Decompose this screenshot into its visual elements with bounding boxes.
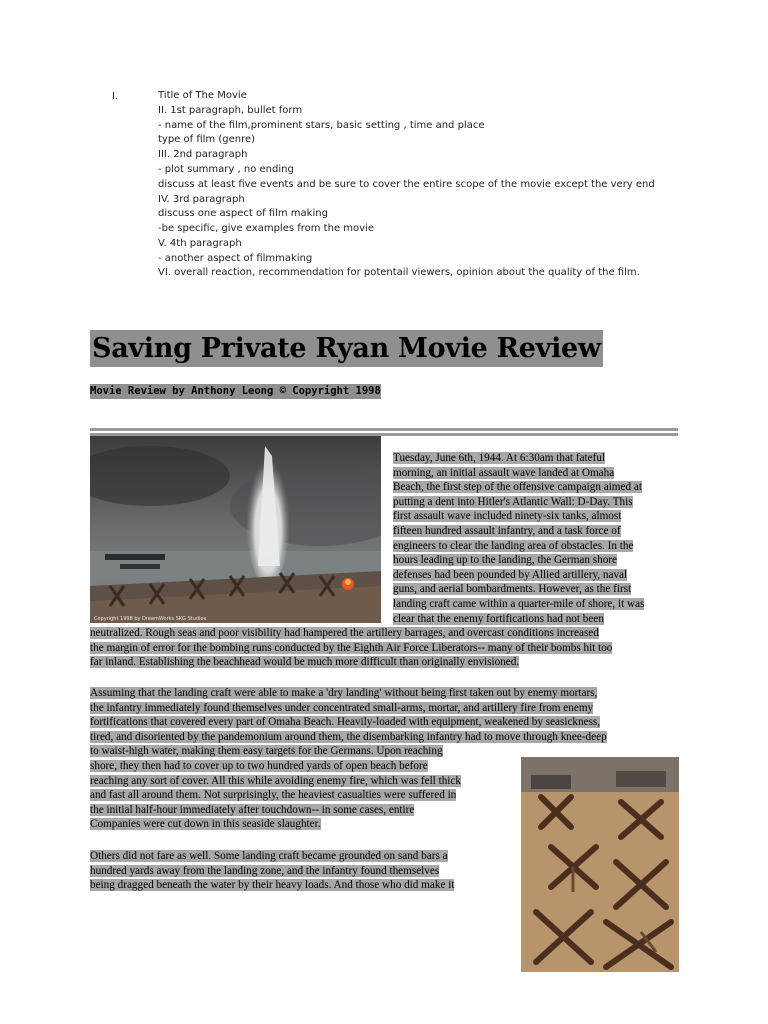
article-byline: Movie Review by Anthony Leong © Copyright 1998 (90, 385, 381, 397)
paragraph-2-line: tired, and disoriented by the pandemonium around them, the disembarking infantry had to move through knee-deep (90, 730, 607, 743)
paragraph-1-line: far inland. Establishing the beachhead would be much more difficult than originally envisioned. (90, 656, 520, 669)
outline-item: -be specific, give examples from the movie (158, 223, 374, 234)
paragraph-1-line: landing craft came within a quarter-mile of shore, it was (393, 598, 645, 610)
photo-caption: Copyright 1998 by DreamWorks SKG Studios (94, 616, 207, 622)
paragraph-2-line: the infantry immediately found themselves under concentrated small-arms, mortar, and artillery fire from enemy (90, 701, 594, 714)
paragraph-1-line: fifteen hundred assault infantry, and a task force of (393, 525, 621, 537)
paragraph-1-line: morning, an initial assault wave landed at Omaha (393, 466, 615, 479)
paragraph-1-line: Tuesday, June 6th, 1944. At 6:30am that fateful (393, 452, 606, 464)
paragraph-2-line: shore, they then had to cover up to two hundred yards of open beach before (90, 760, 428, 772)
omaha-beach-explosion-photo (90, 436, 381, 623)
outline-item: VI. overall reaction, recommendation for potentail viewers, opinion about the quality of the film. (158, 267, 640, 278)
paragraph-1-line: neutralized. Rough seas and poor visibility had hampered the artillery barrages, and overcast conditions increased (90, 627, 599, 640)
paragraph-2-line: Companies were cut down in this seaside slaughter. (90, 818, 321, 831)
paragraph-1-line: the margin of error for the bombing runs conducted by the Eighth Air Force Liberators-- many of their bombs hit too (90, 641, 613, 654)
paragraph-3-line: Others did not fare as well. Some landing craft became grounded on sand bars a (90, 850, 448, 862)
paragraph-1-line: clear that the enemy fortifications had not been (393, 612, 604, 625)
paragraph-2-line: reaching any sort of cover. All this while avoiding enemy fire, which was fell thick (90, 774, 461, 787)
paragraph-2-line: and fast all around them. Not surprisingly, the heaviest casualties were suffered in (90, 789, 457, 802)
paragraph-1-line: first assault wave included ninety-six tanks, almost (393, 510, 622, 523)
outline-item: type of film (genre) (158, 134, 256, 145)
outline-item: - plot summary , no ending (158, 164, 294, 175)
outline-roman-numeral: I. (112, 91, 119, 102)
divider-rule (90, 428, 678, 431)
outline-item: II. 1st paragraph, bullet form (158, 105, 303, 116)
paragraph-1-line: putting a dent into Hitler's Atlantic Wall: D-Day. This (393, 495, 633, 508)
paragraph-2-line: to waist-high water, making them easy targets for the Germans. Upon reaching (90, 745, 443, 758)
paragraph-1-line: engineers to clear the landing area of obstacles. In the (393, 539, 634, 552)
paragraph-1-line: guns, and aerial bombardments. However, as the first (393, 583, 632, 596)
paragraph-3-line: hundred yards away from the landing zone, and the infantry found themselves (90, 864, 440, 877)
outline-item: III. 2nd paragraph (158, 149, 248, 160)
paragraph-1-line: defenses had been pounded by Allied artillery, naval (393, 568, 628, 581)
outline-item: Title of The Movie (158, 90, 247, 101)
paragraph-2-line: Assuming that the landing craft were able to make a 'dry landing' without being first taken out by enemy mortars, (90, 687, 598, 699)
outline-item: IV. 3rd paragraph (158, 194, 245, 205)
paragraph-3-line: being dragged beneath the water by their heavy loads. And those who did make it (90, 879, 455, 892)
outline-item: V. 4th paragraph (158, 238, 242, 249)
assignment-outline (0, 0, 768, 300)
beach-obstacles-photo (521, 757, 679, 972)
outline-item: - name of the film,prominent stars, basic setting , time and place (158, 120, 485, 131)
outline-item: - another aspect of filmmaking (158, 253, 313, 264)
article-title: Saving Private Ryan Movie Review (90, 330, 603, 367)
paragraph-1-line: Beach, the first step of the offensive campaign aimed at (393, 481, 642, 494)
outline-item: discuss at least five events and be sure to cover the entire scope of the movie except the very end (158, 179, 655, 190)
paragraph-1-line: hours leading up to the landing, the German shore (393, 554, 618, 567)
paragraph-2-line: the initial half-hour immediately after touchdown-- in some cases, entire (90, 803, 415, 816)
paragraph-2-line: fortifications that covered every part of Omaha Beach. Heavily-loaded with equipment, weakened by seasickness, (90, 716, 601, 729)
outline-item: discuss one aspect of film making (158, 208, 328, 219)
